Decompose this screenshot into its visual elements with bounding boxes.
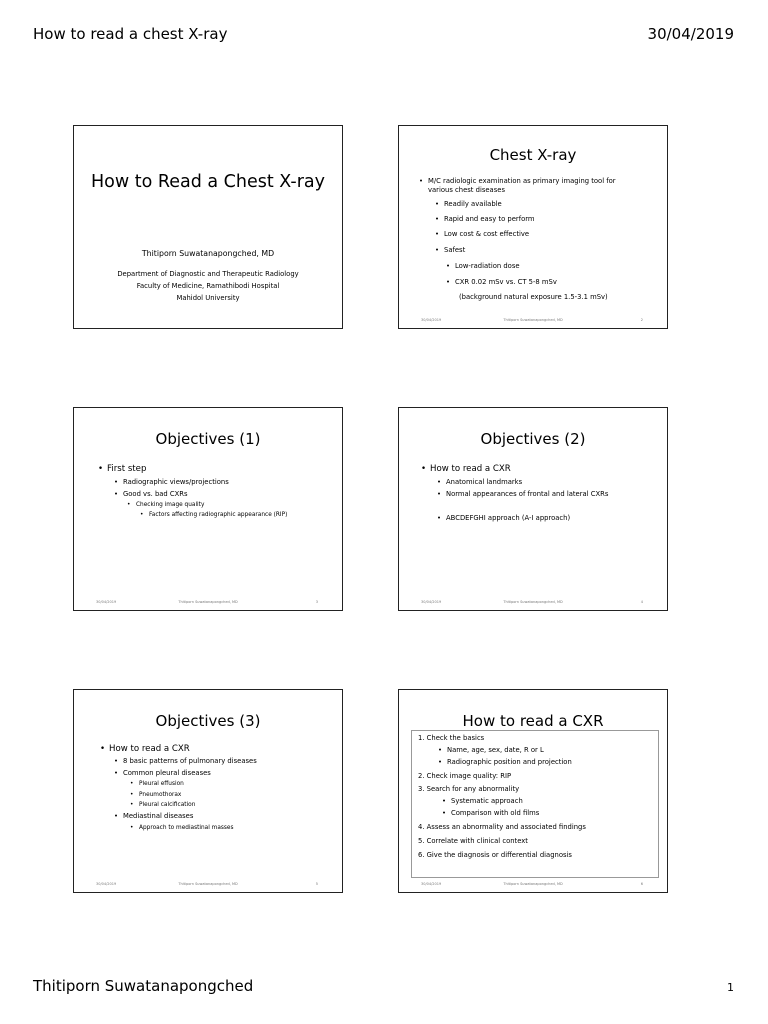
bullet-item: • Anatomical landmarks <box>437 478 523 486</box>
slide-title: How to read a CXR <box>462 712 604 730</box>
list-item: • Name, age, sex, date, R or L <box>438 746 544 754</box>
affiliation-line-3: Mahidol University <box>176 294 240 302</box>
bullet-item: • M/C radiologic examination as primary imaging tool for <box>419 177 616 185</box>
bullet-item: • Normal appearances of frontal and lateral CXRs <box>437 490 609 498</box>
bullet-item: • Pleural calcification <box>130 802 196 808</box>
slide-footer: 30/04/2019 Thitiporn Suwatanapongched, MD 3 <box>96 600 318 604</box>
bullet-item: • Common pleural diseases <box>114 769 211 777</box>
slide-4 <box>398 407 668 611</box>
slide-1 <box>73 125 343 329</box>
bullet-item: • Factors affecting radiographic appearance (RIP) <box>140 512 288 518</box>
list-item: • Radiographic position and projection <box>438 758 572 766</box>
slide-title: Objectives (3) <box>155 712 261 730</box>
slide-footer: 30/04/2019 Thitiporn Suwatanapongched, MD 6 <box>421 882 643 886</box>
slide-6 <box>398 689 668 893</box>
bullet-item: • Good vs. bad CXRs <box>114 490 188 498</box>
slide-author: Thitiporn Suwatanapongched, MD <box>141 249 275 258</box>
affiliation-line-2: Faculty of Medicine, Ramathibodi Hospital <box>136 282 280 290</box>
list-item: 1. Check the basics <box>418 734 485 742</box>
slide-footer: 30/04/2019 Thitiporn Suwatanapongched, MD 4 <box>421 600 643 604</box>
numbered-list-box <box>411 730 659 878</box>
slide-2 <box>398 125 668 329</box>
bullet-item: • Safest <box>435 246 466 254</box>
bullet-item: • Low-radiation dose <box>446 262 520 270</box>
list-item: 3. Search for any abnormality <box>418 785 520 793</box>
slide-title: Objectives (1) <box>155 430 261 448</box>
bullet-item: • First step <box>98 464 147 474</box>
bullet-item: • CXR 0.02 mSv vs. CT 5-8 mSv <box>446 278 557 286</box>
list-item: • Comparison with old films <box>442 809 540 817</box>
list-item: 2. Check image quality: RIP <box>418 772 512 780</box>
slide-5 <box>73 689 343 893</box>
page-header-title: How to read a chest X-ray <box>33 25 228 43</box>
bullet-item: • How to read a CXR <box>100 744 190 754</box>
slide-title: Objectives (2) <box>480 430 586 448</box>
affiliation-line-1: Department of Diagnostic and Therapeutic Radiology <box>117 270 299 278</box>
bullet-item: • Low cost & cost effective <box>435 230 530 238</box>
page-header-date: 30/04/2019 <box>647 25 734 43</box>
bullet-item: • Checking image quality <box>127 502 205 508</box>
bullet-item: • ABCDEFGHI approach (A-I approach) <box>437 514 571 522</box>
bullet-item: (background natural exposure 1.5-3.1 mSv) <box>459 293 608 301</box>
bullet-item: • Pleural effusion <box>130 781 184 787</box>
list-item: • Systematic approach <box>442 797 523 805</box>
slide-title: How to Read a Chest X-ray <box>90 172 326 192</box>
bullet-item: • Pneumothorax <box>130 792 182 798</box>
page-footer-author: Thitiporn Suwatanapongched <box>33 977 254 995</box>
page-number: 1 <box>727 981 734 994</box>
slide-footer: 30/04/2019 Thitiporn Suwatanapongched, MD 5 <box>96 882 318 886</box>
list-item: 4. Assess an abnormality and associated findings <box>418 823 586 831</box>
slide-footer: 30/04/2019 Thitiporn Suwatanapongched, MD 2 <box>421 318 643 322</box>
bullet-item: various chest diseases <box>428 186 505 194</box>
bullet-item: • Approach to mediastinal masses <box>130 825 234 831</box>
bullet-item: • Rapid and easy to perform <box>435 215 535 223</box>
bullet-item: • How to read a CXR <box>421 464 511 474</box>
slide-title: Chest X-ray <box>489 146 577 164</box>
bullet-item: • Mediastinal diseases <box>114 812 194 820</box>
bullet-item: • 8 basic patterns of pulmonary diseases <box>114 757 257 765</box>
slide-3 <box>73 407 343 611</box>
list-item: 5. Correlate with clinical context <box>418 837 528 845</box>
bullet-item: • Radiographic views/projections <box>114 478 229 486</box>
bullet-item: • Readily available <box>435 200 502 208</box>
list-item: 6. Give the diagnosis or differential diagnosis <box>418 851 572 859</box>
